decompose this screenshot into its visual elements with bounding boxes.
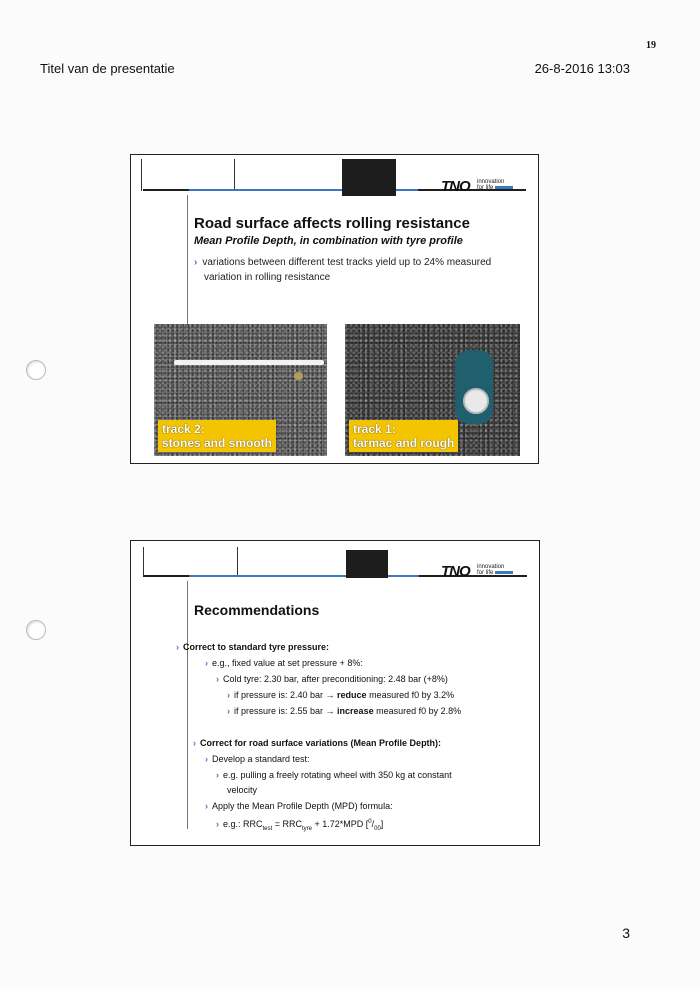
header-dark-block (346, 550, 388, 578)
slide-title: Recommendations (194, 602, 320, 618)
tno-tagline (477, 564, 513, 576)
header-tick (237, 547, 238, 577)
rec-line-formula: › e.g.: $RRC_{test} = RRC_{tyre} + 1.72*MPD$ $[^0/_{00}]$ (216, 819, 384, 832)
header-tick (234, 159, 235, 191)
content-guide-line (187, 581, 188, 829)
content-guide-line (187, 195, 188, 333)
header-tick (141, 159, 142, 191)
header-tick (143, 547, 144, 577)
rec-line: › if pressure is: 2.55 bar → increase measured f0 by 2.8% (227, 706, 462, 716)
bullet-arrow-icon: › (194, 257, 198, 268)
tno-logo: TNO (441, 563, 470, 580)
rec-line: › Apply the Mean Profile Depth (MPD) formula: (205, 801, 393, 811)
rec-line: › Cold tyre: 2.30 bar, after preconditioning: 2.48 bar (+8%) (216, 674, 448, 684)
slide-title: Road surface affects rolling resistance (194, 215, 470, 232)
slide-subtitle: Mean Profile Depth, in combination with tyre profile (194, 235, 463, 247)
photo-track-2 (154, 324, 327, 456)
slide-recommendations (130, 540, 540, 846)
page-number-top: 19 (646, 40, 656, 51)
tno-logo: TNO (441, 178, 470, 195)
rec-line: › e.g., fixed value at set pressure + 8%: (205, 658, 363, 668)
tagline-line-1: innovation (477, 564, 505, 570)
rec-line: › Correct for road surface variations (Mean Profile Depth): (193, 738, 442, 748)
rec-line: velocity (227, 785, 258, 795)
header-title: Titel van de presentatie (40, 61, 175, 76)
photo-track-1 (345, 324, 520, 456)
header-dark-block (342, 159, 396, 196)
page-number-bottom: 3 (622, 925, 630, 941)
wheel-hub (463, 388, 489, 414)
measuring-stick (174, 360, 324, 365)
tno-tagline (477, 179, 513, 191)
tagline-line-2: for life (477, 185, 494, 191)
photo-label-track-1: track 1: tarmac and rough (349, 420, 458, 452)
bullet-variations: › variations between different test tracks yield up to 24% measured variation in rolling resistance (194, 257, 492, 283)
tagline-line-2: for life (477, 570, 494, 576)
header-datetime: 26-8-2016 13:03 (534, 61, 630, 76)
rec-line: › Develop a standard test: (205, 754, 310, 764)
punch-hole-bottom (26, 620, 46, 640)
tagline-line-1: innovation (477, 179, 505, 185)
rec-line: › e.g. pulling a freely rotating wheel with 350 kg at constant (216, 770, 452, 780)
rec-line: › Correct to standard tyre pressure: (176, 642, 330, 652)
rec-line: › if pressure is: 2.40 bar → reduce measured f0 by 3.2% (227, 690, 455, 700)
punch-hole-top (26, 360, 46, 380)
slide-road-surface (130, 154, 539, 464)
photo-label-track-2: track 2: stones and smooth (158, 420, 276, 452)
stone (294, 372, 303, 380)
